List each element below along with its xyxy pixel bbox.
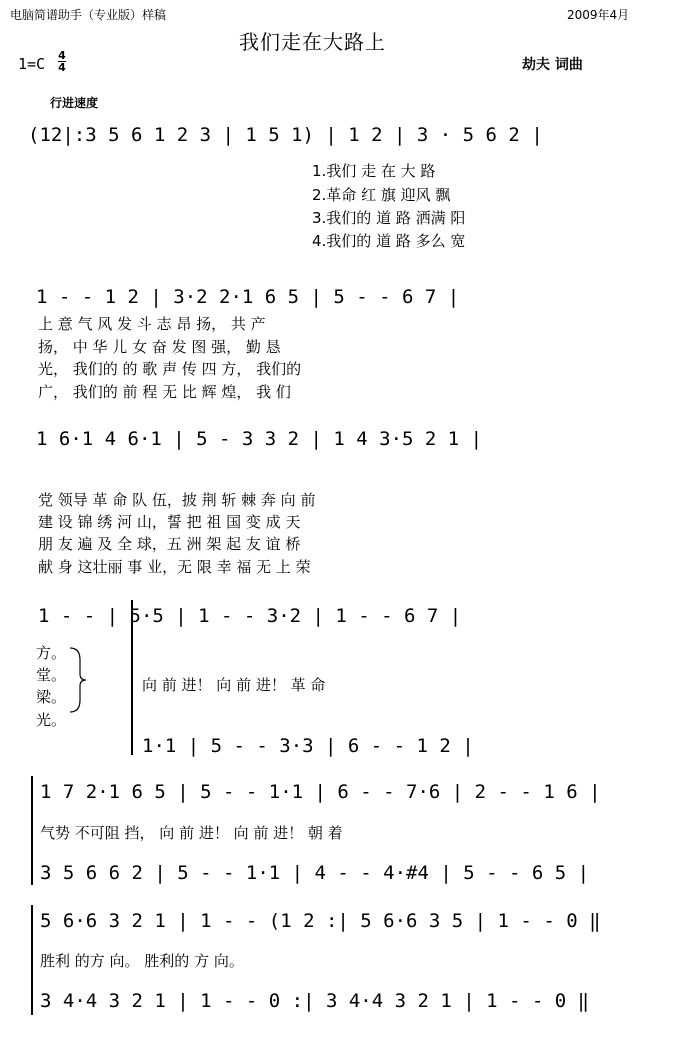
date-label: 2009年4月 bbox=[567, 8, 630, 22]
credit: 劫夫 词曲 bbox=[522, 57, 583, 73]
system-5-notes-top: 1 7 2·1 6 5 | 5 - - 1·1 | 6 - - 7·6 | 2 - - 1 6 | bbox=[40, 781, 601, 803]
system-1-lyric-4: 4.我们的 道 路 多么 宽 bbox=[312, 232, 466, 250]
song-title: 我们走在大路上 bbox=[239, 30, 386, 54]
system-2-lyric-1: 上 意 气 风 发 斗 志 昂 扬， 共 产 bbox=[38, 315, 266, 333]
system-2-notes: 1 - - 1 2 | 3·2 2·1 6 5 | 5 - - 6 7 | bbox=[36, 286, 460, 308]
system-6-notes-bottom: 3 4·4 3 2 1 | 1 - - 0 :| 3 4·4 3 2 1 | 1 - - 0 ‖ bbox=[40, 990, 590, 1012]
system-4-left-1: 方。 bbox=[36, 644, 67, 662]
software-label: 电脑简谱助手（专业版）样稿 bbox=[10, 8, 167, 22]
system-4-notes-bottom: 1·1 | 5 - - 3·3 | 6 - - 1 2 | bbox=[142, 735, 474, 757]
system-1-lyric-1: 1.我们 走 在 大 路 bbox=[312, 162, 436, 180]
system-1-notes: (12|:3 5 6 1 2 3 | 1 5 1) | 1 2 | 3 · 5 6 2 | bbox=[28, 124, 543, 146]
system-2-lyric-4: 广， 我们的 前 程 无 比 辉 煌， 我 们 bbox=[38, 383, 291, 401]
system-3-lyric-3: 朋 友 遍 及 全 球，五 洲 架 起 友 谊 桥 bbox=[38, 535, 301, 553]
system-3-lyric-1: 党 领导 革 命 队 伍，披 荆 斩 棘 奔 向 前 bbox=[38, 491, 316, 509]
system-3-lyric-4: 献 身 这壮丽 事 业，无 限 幸 福 无 上 荣 bbox=[38, 558, 311, 576]
system-4-left-2: 堂。 bbox=[36, 666, 67, 684]
system-4-left-4: 光。 bbox=[36, 711, 67, 729]
system-4-left-3: 梁。 bbox=[36, 688, 67, 706]
tempo-mark: 行进速度 bbox=[50, 96, 99, 110]
verse-brace bbox=[70, 648, 86, 712]
system-1-lyric-3: 3.我们的 道 路 洒满 阳 bbox=[312, 209, 466, 227]
system-4-lyric: 向 前 进！ 向 前 进！ 革 命 bbox=[142, 676, 326, 694]
system-2-lyric-3: 光， 我们的 的 歌 声 传 四 方， 我们的 bbox=[38, 360, 302, 378]
key-signature: 1=C bbox=[18, 55, 46, 73]
system-6-notes-top: 5 6·6 3 2 1 | 1 - - (1 2 :| 5 6·6 3 5 | 1 - - 0 ‖ bbox=[40, 910, 601, 932]
system-3-notes: 1 6·1 4 6·1 | 5 - 3 3 2 | 1 4 3·5 2 1 | bbox=[36, 428, 483, 450]
system-5-lyric: 气势 不可阻 挡， 向 前 进！ 向 前 进！ 朝 着 bbox=[40, 824, 343, 842]
system-3-lyric-2: 建 设 锦 绣 河 山，誓 把 祖 国 变 成 天 bbox=[38, 513, 301, 531]
system-5-notes-bottom: 3 5 6 6 2 | 5 - - 1·1 | 4 - - 4·#4 | 5 - - 6 5 | bbox=[40, 862, 590, 884]
time-bottom: 4 bbox=[58, 61, 66, 74]
system-4-notes-top: 1 - - | 5·5 | 1 - - 3·2 | 1 - - 6 7 | bbox=[38, 605, 462, 627]
system-1-lyric-2: 2.革命 红 旗 迎风 飘 bbox=[312, 186, 451, 204]
system-2-lyric-2: 扬， 中 华 儿 女 奋 发 图 强， 勤 恳 bbox=[38, 338, 281, 356]
time-top: 4 bbox=[58, 49, 66, 62]
system-6-lyric: 胜利 的方 向。 胜利的 方 向。 bbox=[40, 952, 244, 970]
